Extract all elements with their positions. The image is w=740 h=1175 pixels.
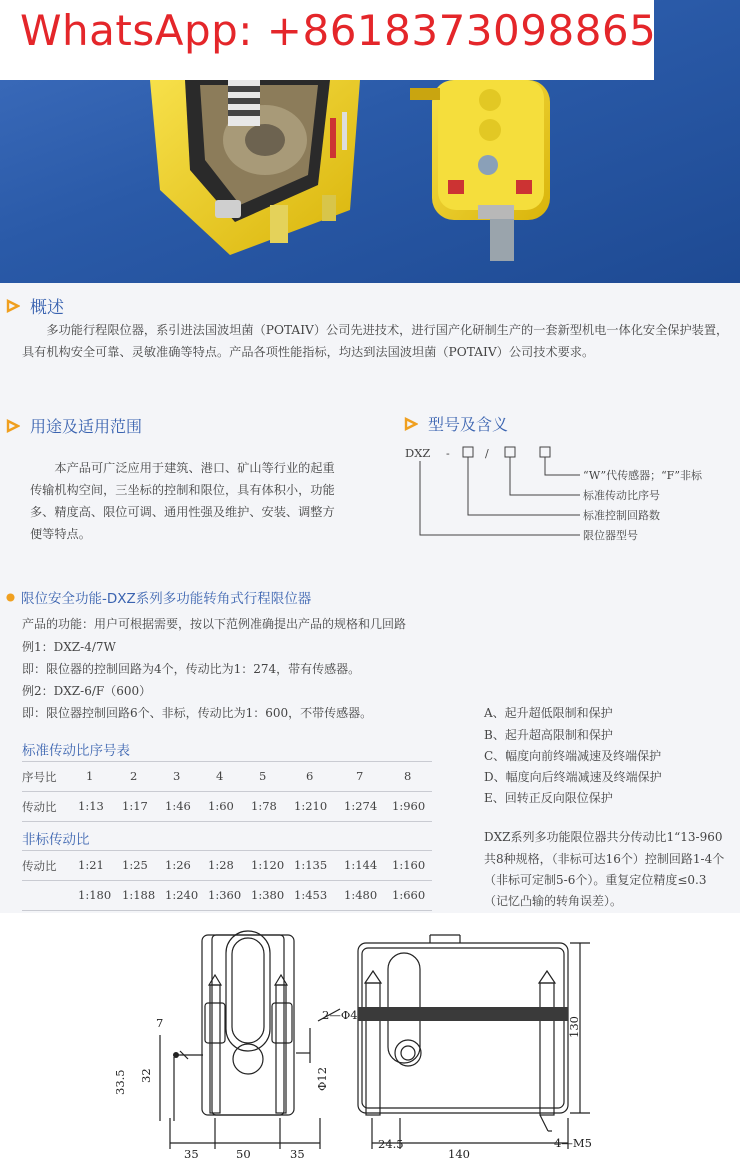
dim-130: 130 — [567, 1016, 581, 1038]
safety-line-3: 即：限位器的控制回路为4个，传动比为1：274，带有传感器。 — [22, 662, 361, 676]
dim-35-left: 35 — [184, 1147, 199, 1161]
orange-arrow-icon — [6, 299, 20, 313]
dim-140: 140 — [448, 1147, 470, 1161]
spec-content — [0, 283, 740, 913]
nonstd-ratio-row-1 — [22, 852, 432, 880]
table-rule — [22, 910, 432, 911]
whatsapp-contact: WhatsApp: +8618373098865 — [20, 6, 657, 55]
open-switch-housing — [150, 80, 360, 255]
table-rule — [22, 791, 432, 792]
nonstd-ratio-1-2: 1:25 — [122, 858, 148, 872]
nonstd-ratio-2-6: 1:453 — [294, 888, 328, 902]
safety-heading — [6, 587, 311, 607]
seq-5: 5 — [259, 769, 267, 783]
std-ratio-header-row — [22, 763, 432, 791]
safety-line-5: 即：限位器控制回路6个、非标，传动比为1：600，不带传感器。 — [22, 706, 373, 720]
summary-line-1: DXZ系列多功能限位器共分传动比1“13-960 — [484, 830, 723, 844]
front-view — [175, 931, 294, 1115]
table-rule — [22, 880, 432, 881]
summary-line-2: 共8种规格，（非标可达16个）控制回路1-4个 — [484, 852, 725, 866]
seq-3: 3 — [173, 769, 181, 783]
nonstd-ratio-row-2 — [22, 882, 432, 910]
product-photo — [0, 0, 740, 283]
nonstd-ratio-2-2: 1:188 — [122, 888, 156, 902]
summary-line-3: （非标可定制5-6个）。重复定位精度≤0.3 — [484, 873, 707, 887]
side-view — [358, 935, 568, 1115]
seq-6: 6 — [306, 769, 314, 783]
nonstd-ratio-1-7: 1:144 — [344, 858, 378, 872]
orange-dot-icon — [6, 593, 15, 602]
dim-50: 50 — [236, 1147, 251, 1161]
orange-arrow-icon — [6, 419, 20, 433]
nonstd-ratio-2-3: 1:240 — [165, 888, 199, 902]
seq-8: 8 — [404, 769, 412, 783]
nonstd-ratio-2-4: 1:360 — [208, 888, 242, 902]
row-label: 传动比 — [22, 859, 57, 873]
usage-title: 用途及适用范围 — [30, 417, 143, 436]
table-rule — [22, 850, 432, 851]
dimension-drawing — [0, 913, 740, 1175]
nonstd-ratio-1-4: 1:28 — [208, 858, 234, 872]
safety-line-1: 产品的功能：用户可根据需要，按以下范例准确提出产品的规格和几回路 — [22, 617, 407, 631]
safety-title: 限位安全功能-DXZ系列多功能转角式行程限位器 — [21, 591, 312, 607]
dim-phi12: Φ12 — [315, 1066, 329, 1091]
model-label-3: 标准控制回路数 — [583, 509, 660, 522]
nonstd-ratio-2-8: 1:660 — [392, 888, 426, 902]
std-ratio-row — [22, 793, 432, 821]
seq-2: 2 — [130, 769, 138, 783]
protection-e: E、回转正反向限位保护 — [484, 791, 613, 805]
model-leader-lines — [420, 457, 580, 535]
technical-drawing — [0, 913, 740, 1175]
overview-title: 概述 — [30, 298, 64, 318]
summary-line-4: （记忆凸输的转角误差）。 — [484, 894, 623, 908]
overview-heading — [6, 293, 64, 318]
ratio-1: 1:13 — [78, 799, 104, 813]
model-code: DXZ — [405, 446, 431, 460]
dim-35-right: 35 — [290, 1147, 305, 1161]
dim-4-m5: 4—M5 — [554, 1136, 592, 1150]
header-label: 序号比 — [22, 770, 57, 784]
model-diagram — [400, 441, 740, 561]
model-heading — [404, 412, 508, 435]
nonstd-ratio-1-8: 1:160 — [392, 858, 426, 872]
ratio-3: 1:46 — [165, 799, 191, 813]
center-dot — [173, 1052, 179, 1058]
ratio-7: 1:274 — [344, 799, 378, 813]
side-band — [358, 1007, 568, 1021]
std-ratio-title: 标准传动比序号表 — [22, 743, 130, 759]
protection-b: B、起升超高限制和保护 — [484, 728, 613, 742]
ratio-8: 1:960 — [392, 799, 426, 813]
model-label-4: 限位器型号 — [583, 529, 638, 542]
ratio-2: 1:17 — [122, 799, 148, 813]
safety-line-2: 例1：DXZ-4/7W — [22, 640, 116, 654]
nonstd-ratio-2-7: 1:480 — [344, 888, 378, 902]
dim-24-5: 24.5 — [378, 1137, 404, 1151]
dim-33-5: 33.5 — [113, 1069, 127, 1095]
ratio-6: 1:210 — [294, 799, 328, 813]
closed-switch-housing — [410, 80, 550, 261]
protection-d: D、幅度向后终端减速及终端保护 — [484, 770, 662, 784]
nonstd-ratio-2-1: 1:180 — [78, 888, 112, 902]
usage-text: 本产品可广泛应用于建筑、港口、矿山等行业的起重传输机构空间，三坐标的控制和限位，具有体积小，功能多、精度高、限位可调、通用性强及维护、安装、调整方便等特点。 — [30, 461, 335, 541]
seq-7: 7 — [356, 769, 364, 783]
model-box-1 — [463, 447, 473, 457]
seq-4: 4 — [216, 769, 224, 783]
protection-a: A、起升超低限制和保护 — [484, 706, 613, 720]
protection-c: C、幅度向前终端减速及终端保护 — [484, 749, 662, 763]
usage-heading — [6, 414, 142, 437]
seq-1: 1 — [86, 769, 94, 783]
whatsapp-banner — [0, 0, 657, 80]
model-title: 型号及含义 — [428, 415, 509, 434]
model-label-2: 标准传动比序号 — [583, 489, 660, 502]
nonstd-ratio-1-1: 1:21 — [78, 858, 104, 872]
table-rule — [22, 821, 432, 822]
nonstd-ratio-title: 非标传动比 — [22, 832, 90, 848]
nonstd-ratio-1-6: 1:135 — [294, 858, 328, 872]
dim-7: 7 — [156, 1016, 164, 1030]
nonstd-ratio-2-5: 1:380 — [251, 888, 285, 902]
safety-line-4: 例2：DXZ-6/F（600） — [22, 684, 152, 698]
row-label: 传动比 — [22, 800, 57, 814]
ratio-5: 1:78 — [251, 799, 277, 813]
ratio-4: 1:60 — [208, 799, 234, 813]
orange-arrow-icon — [404, 417, 418, 431]
model-slash: / — [485, 447, 489, 460]
model-label-1: “W”代传感器；“F”非标 — [583, 469, 702, 482]
table-rule — [22, 761, 432, 762]
nonstd-ratio-1-3: 1:26 — [165, 858, 191, 872]
model-box-3 — [540, 447, 550, 457]
nonstd-ratio-1-5: 1:120 — [251, 858, 285, 872]
overview-text: 多功能行程限位器，系引进法国波坦菌（POTAIV）公司先进技术，进行国产化研制生产的一套新型机电一体化安全保护装置，具有机构安全可靠、灵敏准确等特点。产品各项性能指标，均达到法国波坦菌（POTAIV）公司技术要求。 — [22, 323, 729, 359]
dim-32: 32 — [139, 1068, 153, 1083]
model-dash: - — [446, 447, 450, 460]
dim-hole: 2—Φ4 — [322, 1008, 358, 1022]
model-box-2 — [505, 447, 515, 457]
